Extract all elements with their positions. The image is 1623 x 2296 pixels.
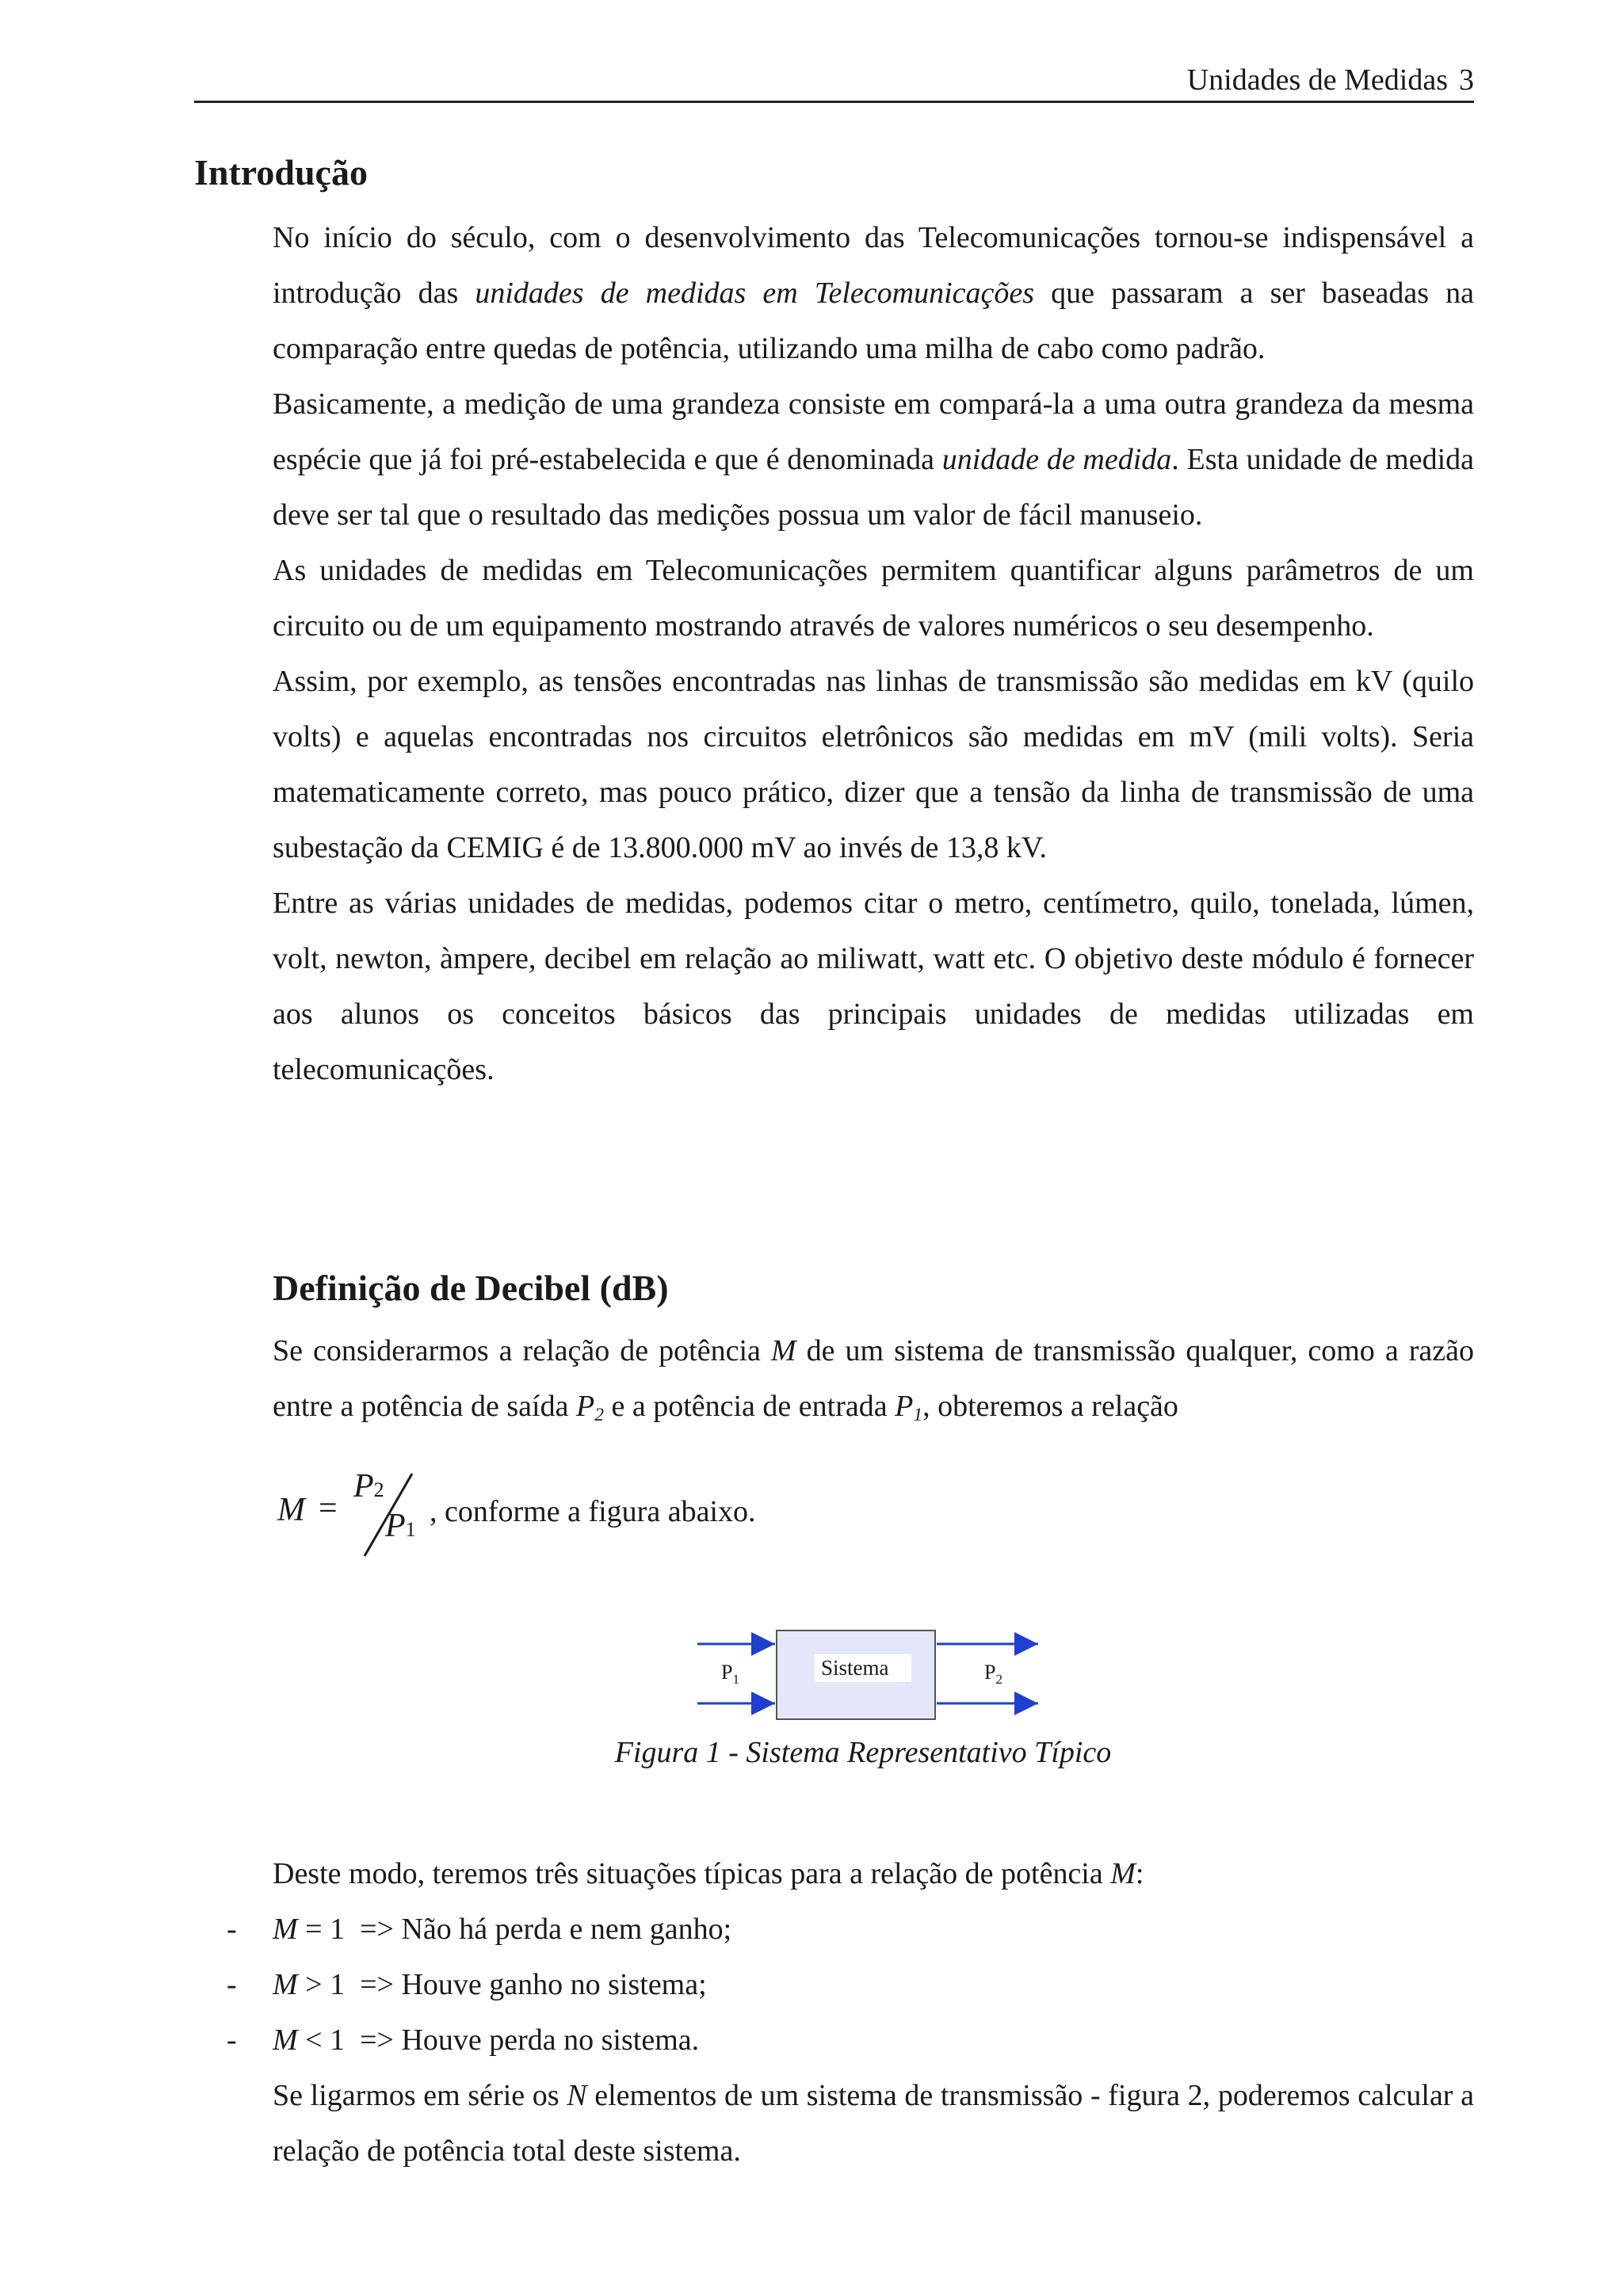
page-header xyxy=(194,57,1474,103)
cases-intro-text: Deste modo, teremos três situações típicas para a relação de potência xyxy=(273,1857,1111,1890)
figure-input-symbol: P xyxy=(721,1661,733,1684)
list-dash: - xyxy=(227,2023,237,2057)
intro-p1-emphasis: unidades de medidas em Telecomunicações xyxy=(475,277,1035,310)
decibel-var-M: M xyxy=(770,1334,796,1367)
figure-block-label: Sistema xyxy=(815,1654,911,1682)
figure-input-sub: 1 xyxy=(732,1672,739,1688)
decibel-var-P2-sub: 2 xyxy=(594,1404,604,1425)
intro-paragraph-3: As unidades de medidas em Telecomunicações permitem quantificar alguns parâmetros de um circuito ou de um equipamento mostrando através de valores numéricos o seu desempenho. xyxy=(273,554,1474,643)
intro-p1-text-b: que passaram a ser baseadas na comparação entre quedas de potência, utilizando uma milha de cabo como padrão. xyxy=(273,277,1474,365)
formula-num-sub: 2 xyxy=(373,1478,384,1501)
figure-output-sub: 2 xyxy=(995,1672,1002,1688)
case-item-greater xyxy=(227,1957,1474,2012)
intro-p1-text-a: No início do século, com o desenvolvimento das Telecomunicações tornou-se indispensável a introdução das xyxy=(273,221,1474,310)
formula-trailing-text: , conforme a figura abaixo. xyxy=(430,1495,756,1528)
cases-intro xyxy=(273,1846,1474,1901)
cases-closing xyxy=(273,2068,1474,2179)
intro-p2-emphasis: unidade de medida xyxy=(941,443,1172,476)
case-relation-text: < 1 => Houve perda no sistema. xyxy=(297,2023,700,2057)
section-title-introducao: Introdução xyxy=(194,152,368,193)
intro-p2-text-a: Basicamente, a medição de uma grandeza consiste em compará-la a uma outra grandeza da mesma espécie que já foi pré-estabelecida e que é denominada xyxy=(273,387,1474,476)
page-number: 3 xyxy=(1459,63,1474,97)
decibel-text-c: e a potência de entrada xyxy=(603,1390,896,1423)
formula-denominator xyxy=(385,1507,416,1545)
decibel-paragraph-1 xyxy=(273,1323,1474,1443)
figure-output-label xyxy=(984,1661,1002,1688)
formula-num-symbol: P xyxy=(353,1468,374,1505)
case-item-less xyxy=(227,2012,1474,2068)
figure-output-symbol: P xyxy=(984,1661,996,1684)
intro-paragraph-1 xyxy=(273,210,1474,376)
case-item-equal xyxy=(227,1901,1474,1957)
cases-intro-var-M: M xyxy=(1110,1857,1136,1890)
decibel-var-P1-sub: 1 xyxy=(913,1404,923,1425)
formula-den-sub: 1 xyxy=(405,1518,416,1541)
cases-intro-colon: : xyxy=(1135,1857,1144,1890)
section-title-decibel: Definição de Decibel (dB) xyxy=(273,1268,669,1308)
running-title: Unidades de Medidas xyxy=(1186,63,1448,97)
figure-system-diagram xyxy=(697,1624,1054,1727)
intro-paragraph-5: Entre as várias unidades de medidas, podemos citar o metro, centímetro, quilo, tonelada, lúmen, volt, newton, àmpere, decibel em relação ao miliwatt, watt etc. O objetivo deste módulo é fornecer aos alunos os conceitos básicos das principais unidades de medidas utilizadas em telecomunicações. xyxy=(273,887,1474,1086)
cases-closing-text-a: Se ligarmos em série os xyxy=(273,2079,567,2112)
intro-paragraph-2 xyxy=(273,376,1474,543)
formula-equals: = xyxy=(319,1490,338,1527)
formula-lhs: M xyxy=(277,1492,305,1528)
case-var-M: M xyxy=(273,1968,298,2001)
list-dash: - xyxy=(227,1968,237,2001)
intro-body xyxy=(273,210,1474,1097)
case-var-M: M xyxy=(273,2023,298,2057)
decibel-text-d: , obteremos a relação xyxy=(922,1390,1178,1423)
list-dash: - xyxy=(227,1913,237,1946)
cases-body xyxy=(227,1846,1474,2179)
decibel-var-P2: P xyxy=(575,1390,595,1423)
formula-den-symbol: P xyxy=(385,1508,406,1544)
formula-M-ratio xyxy=(277,1467,911,1562)
case-relation-text: > 1 => Houve ganho no sistema; xyxy=(297,1968,707,2001)
case-relation-text: = 1 => Não há perda e nem ganho; xyxy=(297,1913,732,1946)
case-var-M: M xyxy=(273,1913,298,1946)
decibel-text-b: de um sistema de transmissão qualquer, como a razão entre a potência de saída xyxy=(273,1334,1474,1423)
figure-caption: Figura 1 - Sistema Representativo Típico xyxy=(614,1736,1112,1769)
cases-closing-var-N: N xyxy=(567,2079,587,2112)
intro-paragraph-4: Assim, por exemplo, as tensões encontradas nas linhas de transmissão são medidas em kV (quilo volts) e aquelas encontradas nos circuitos eletrônicos são medidas em mV (mili volts). Seria matematicamente correto, mas pouco prático, dizer que a tensão da linha de transmissão de uma subestação da CEMIG é de 13.800.000 mV ao invés de 13,8 kV. xyxy=(273,665,1474,864)
decibel-text-a: Se considerarmos a relação de potência xyxy=(273,1334,771,1367)
cases-closing-text-b: elementos de um sistema de transmissão - figura 2, poderemos calcular a relação de potência total deste sistema. xyxy=(273,2079,1474,2168)
intro-p2-text-b: . Esta unidade de medida deve ser tal que o resultado das medições possua um valor de fácil manuseio. xyxy=(273,443,1475,532)
figure-input-label xyxy=(721,1661,739,1688)
decibel-body xyxy=(273,1323,1474,1443)
decibel-var-P1: P xyxy=(895,1390,914,1423)
